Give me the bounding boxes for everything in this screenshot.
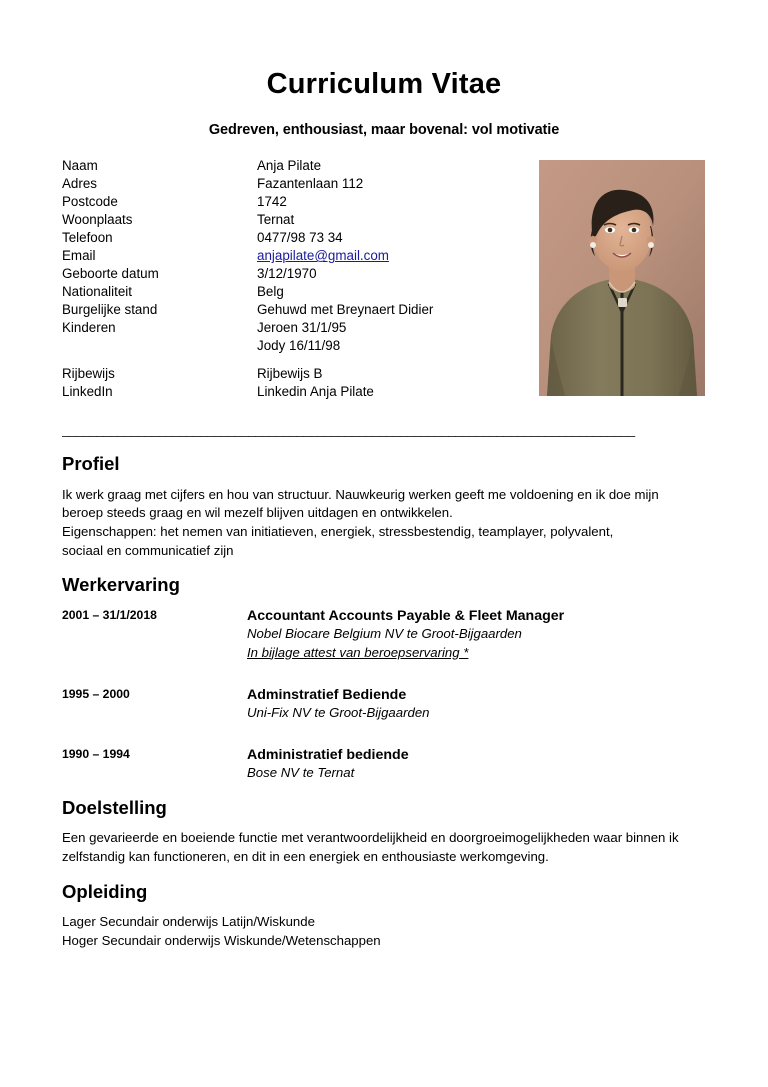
- detail-row: [62, 303, 433, 321]
- profiel-line: Eigenschappen: het nemen van initiatieven, energiek, stressbestendig, teamplayer, polyvalent,: [62, 524, 614, 539]
- detail-value: [257, 249, 433, 267]
- profiel-line: beroep steeds graag en wil mezelf blijven uitdagen en ontwikkelen.: [62, 505, 453, 521]
- detail-value: 1742: [257, 194, 287, 210]
- detail-label: Woonplaats: [62, 212, 133, 228]
- portrait-photo: [539, 160, 705, 396]
- section-divider: ___________________________________________________________________________________: [62, 423, 635, 438]
- personal-details-table: [62, 159, 433, 403]
- detail-label: LinkedIn: [62, 384, 113, 400]
- detail-value: Anja Pilate: [257, 158, 322, 174]
- experience-detail: [247, 686, 706, 723]
- personal-details-section: [62, 159, 706, 403]
- detail-row: [62, 213, 433, 231]
- page-subtitle: Gedreven, enthousiast, maar bovenal: vol motivatie: [208, 122, 560, 139]
- detail-value: Rijbewijs B: [257, 366, 323, 382]
- detail-value: Fazantenlaan 112: [257, 176, 364, 192]
- experience-company: Uni-Fix NV te Groot-Bijgaarden: [247, 705, 430, 721]
- experience-detail: [247, 607, 706, 663]
- experience-company: Nobel Biocare Belgium NV te Groot-Bijgaarden: [247, 626, 522, 642]
- detail-label: Burgelijke stand: [62, 302, 158, 318]
- experience-company: Bose NV te Ternat: [247, 765, 355, 781]
- detail-row: [62, 285, 433, 303]
- werkervaring-table: [62, 607, 706, 783]
- experience-row-gap: [62, 663, 706, 686]
- experience-role: Accountant Accounts Payable & Fleet Manager: [247, 607, 565, 624]
- detail-spacer: [62, 357, 433, 367]
- experience-date: 2001 – 31/1/2018: [62, 607, 157, 622]
- experience-row: [62, 686, 706, 723]
- experience-row-gap: [62, 723, 706, 746]
- detail-label: Rijbewijs: [62, 366, 115, 382]
- detail-label: Postcode: [62, 194, 118, 210]
- detail-label: Naam: [62, 158, 98, 174]
- detail-row: [62, 249, 433, 267]
- detail-row: [62, 267, 433, 285]
- opleiding-line: Lager Secundair onderwijs Latijn/Wiskunde: [62, 913, 315, 929]
- detail-row: [62, 177, 433, 195]
- email-link[interactable]: anjapilate@gmail.com: [257, 248, 389, 264]
- profiel-line: Ik werk graag met cijfers en hou van structuur. Nauwkeurig werken geeft me voldoening en ik doe mijn: [62, 486, 659, 502]
- werkervaring-heading: Werkervaring: [62, 574, 180, 596]
- experience-detail: [247, 746, 706, 783]
- detail-value: Belg: [257, 284, 284, 300]
- detail-value: Ternat: [257, 212, 295, 228]
- doelstelling-line: zelfstandig kan functioneren, en dit in een energiek en enthousiaste werkomgeving.: [62, 848, 549, 864]
- detail-label: Nationaliteit: [62, 284, 132, 300]
- profiel-text: [62, 476, 706, 561]
- experience-role: Adminstratief Bediende: [247, 686, 407, 703]
- detail-row: [62, 159, 433, 177]
- doelstelling-line: Een gevarieerde en boeiende functie met verantwoordelijkheid en doorgroeimogelijkheden waar binnen ik: [62, 830, 679, 846]
- detail-label: Kinderen: [62, 320, 116, 336]
- experience-role: Administratief bediende: [247, 746, 409, 763]
- detail-value: Linkedin Anja Pilate: [257, 384, 374, 400]
- opleiding-text: [62, 903, 706, 950]
- profiel-heading: Profiel: [62, 453, 120, 475]
- experience-row: [62, 607, 706, 663]
- detail-value: Jody 16/11/98: [257, 338, 341, 354]
- page-title: Curriculum Vitae: [266, 68, 502, 100]
- detail-row: [62, 339, 433, 357]
- experience-row: [62, 746, 706, 783]
- opleiding-line: Hoger Secundair onderwijs Wiskunde/Wetenschappen: [62, 932, 381, 948]
- detail-label: Email: [62, 248, 96, 264]
- experience-note: In bijlage attest van beroepservaring *: [247, 644, 469, 660]
- experience-date: 1995 – 2000: [62, 686, 130, 701]
- profiel-line: sociaal en communicatief zijn: [62, 542, 234, 558]
- doelstelling-heading: Doelstelling: [62, 796, 167, 818]
- detail-label: Geboorte datum: [62, 266, 159, 282]
- detail-label: Adres: [62, 176, 97, 192]
- portrait-photo-image: [539, 160, 705, 396]
- doelstelling-text: [62, 819, 706, 866]
- detail-label: [62, 339, 257, 357]
- detail-value: Jeroen 31/1/95: [257, 320, 347, 336]
- detail-row: [62, 367, 433, 385]
- detail-row: [62, 195, 433, 213]
- detail-value: Gehuwd met Breynaert Didier: [257, 302, 434, 318]
- detail-label: Telefoon: [62, 230, 113, 246]
- detail-value: 3/12/1970: [257, 266, 317, 282]
- detail-row: [62, 385, 433, 403]
- opleiding-heading: Opleiding: [62, 880, 148, 902]
- detail-row: [62, 231, 433, 249]
- detail-row: [62, 321, 433, 339]
- detail-value: 0477/98 73 34: [257, 230, 343, 246]
- experience-date: 1990 – 1994: [62, 746, 130, 761]
